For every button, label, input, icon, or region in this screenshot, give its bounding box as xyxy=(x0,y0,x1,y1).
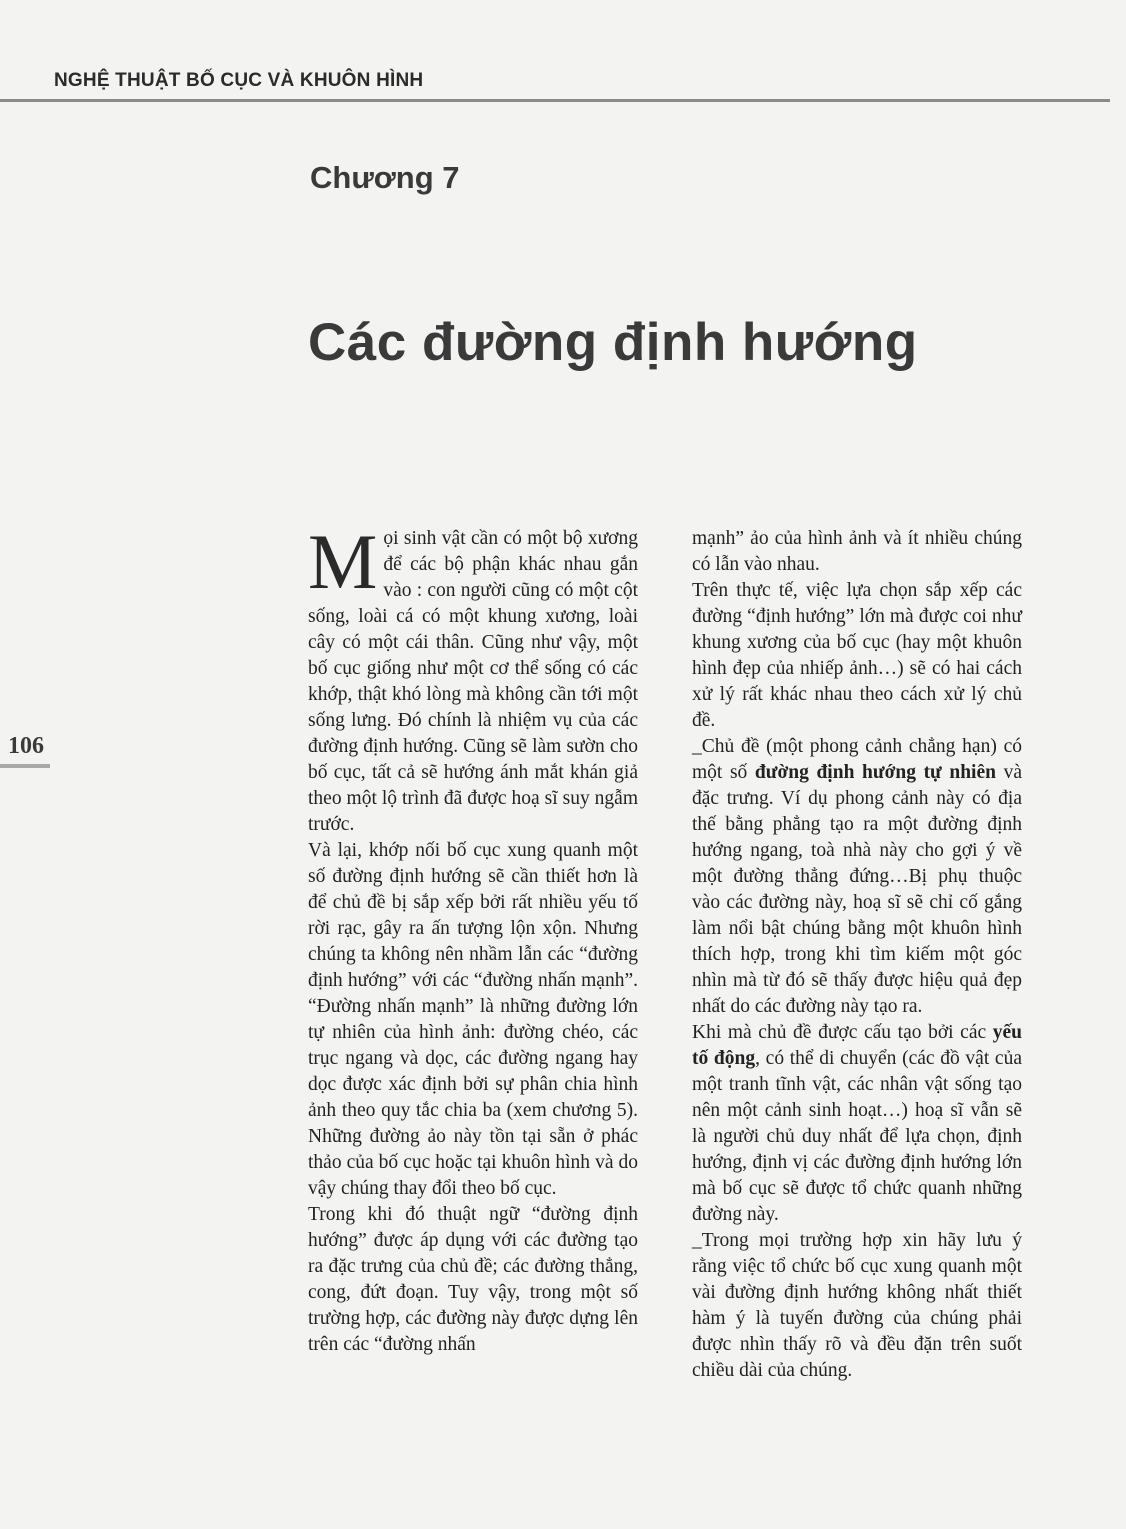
bold-term: yếu tố động xyxy=(692,1022,1022,1069)
left-column xyxy=(308,518,638,1358)
paragraph xyxy=(692,734,1022,1020)
paragraph: Và lại, khớp nối bố cục xung quanh một số đường định hướng sẽ cần thiết hơn là để chủ đề bị sắp xếp bởi rất nhiều yếu tố rời rạc, gây ra ấn tượng lộn xộn. Nhưng chúng ta không nên nhầm lẫn các “đường định hướng” với các “đường nhấn mạnh”. “Đường nhấn mạnh” là những đường lớn tự nhiên của hình ảnh: đường chéo, các trục ngang và dọc, các đường ngang hay dọc được xác định bởi sự phân chia hình ảnh theo quy tắc chia ba (xem chương 5). Những đường ảo này tồn tại sẵn ở phác thảo của bố cục hoặc tại khuôn hình và do vậy chúng thay đổi theo bố cục. xyxy=(308,840,638,1199)
chapter-label: Chương 7 xyxy=(310,160,460,195)
chapter-title: Các đường định hướng xyxy=(308,313,918,372)
paragraph-text: _Chủ đề (một phong cảnh chẳng hạn) có một số xyxy=(692,736,1022,783)
drop-cap: M xyxy=(308,518,378,605)
paragraph-text: , có thể di chuyển (các đồ vật của một tranh tĩnh vật, các nhân vật sống tạo nên một cảnh sinh hoạt…) hoạ sĩ vẫn sẽ là người chủ duy nhất để lựa chọn, định hướng, định vị các đường định hướng lớn mà bố cục sẽ được tổ chức quanh những đường này. xyxy=(692,1048,1022,1225)
bold-term: đường định hướng tự nhiên xyxy=(754,762,996,783)
paragraph: Trên thực tế, việc lựa chọn sắp xếp các đường “định hướng” lớn mà được coi như khung xương của bố cục (hay một khuôn hình đẹp của nhiếp ảnh…) sẽ có hai cách xử lý rất khác nhau theo cách xử lý chủ đề. xyxy=(692,580,1022,731)
paragraph-text: ọi sinh vật cần có một bộ xương để các bộ phận khác nhau gắn vào : con người cũng có một cột sống, loài cá có một khung xương, loài cây có một cái thân. Cũng như vậy, một bố cục giống như một cơ thể sống có các khớp, thật khó lòng mà không cần tới một sống lưng. Đó chính là nhiệm vụ của các đường định hướng. Cũng sẽ làm sườn cho bố cục, tất cả sẽ hướng ánh mắt khán giả theo một lộ trình đã được hoạ sĩ suy ngẫm trước. xyxy=(308,528,638,835)
page-number: 106 xyxy=(8,733,44,759)
running-header: NGHỆ THUẬT BỐ CỤC VÀ KHUÔN HÌNH xyxy=(54,70,424,91)
paragraph-text: Khi mà chủ đề được cấu tạo bởi các xyxy=(692,1022,993,1043)
page-number-rule xyxy=(0,764,50,768)
paragraph xyxy=(308,518,638,838)
paragraph: mạnh” ảo của hình ảnh và ít nhiều chúng có lẫn vào nhau. xyxy=(692,528,1022,575)
header-rule xyxy=(0,99,1110,102)
paragraph: Trong khi đó thuật ngữ “đường định hướng” được áp dụng với các đường tạo ra đặc trưng của chủ đề; các đường thẳng, cong, đứt đoạn. Tuy vậy, trong một số trường hợp, các đường này được dựng lên trên các “đường nhấn xyxy=(308,1204,638,1355)
paragraph-text: và đặc trưng. Ví dụ phong cảnh này có địa thế bằng phẳng tạo ra một đường định hướng ngang, toà nhà này cho gợi ý về một đường thẳng đứng…Bị phụ thuộc vào các đường này, hoạ sĩ sẽ chỉ cố gắng làm nổi bật chúng bằng một khuôn hình thích hợp, trong khi tìm kiếm một góc nhìn mà từ đó sẽ thấy được hiệu quả đẹp nhất do các đường này tạo ra. xyxy=(692,762,1022,1017)
right-column xyxy=(692,526,1022,1384)
paragraph xyxy=(692,1020,1022,1228)
paragraph: _Trong mọi trường hợp xin hãy lưu ý rằng việc tổ chức bố cục xung quanh một vài đường định hướng không nhất thiết hàm ý là tuyến đường của chúng phải được nhìn thấy rõ và đều đặn trên suốt chiều dài của chúng. xyxy=(692,1230,1022,1381)
